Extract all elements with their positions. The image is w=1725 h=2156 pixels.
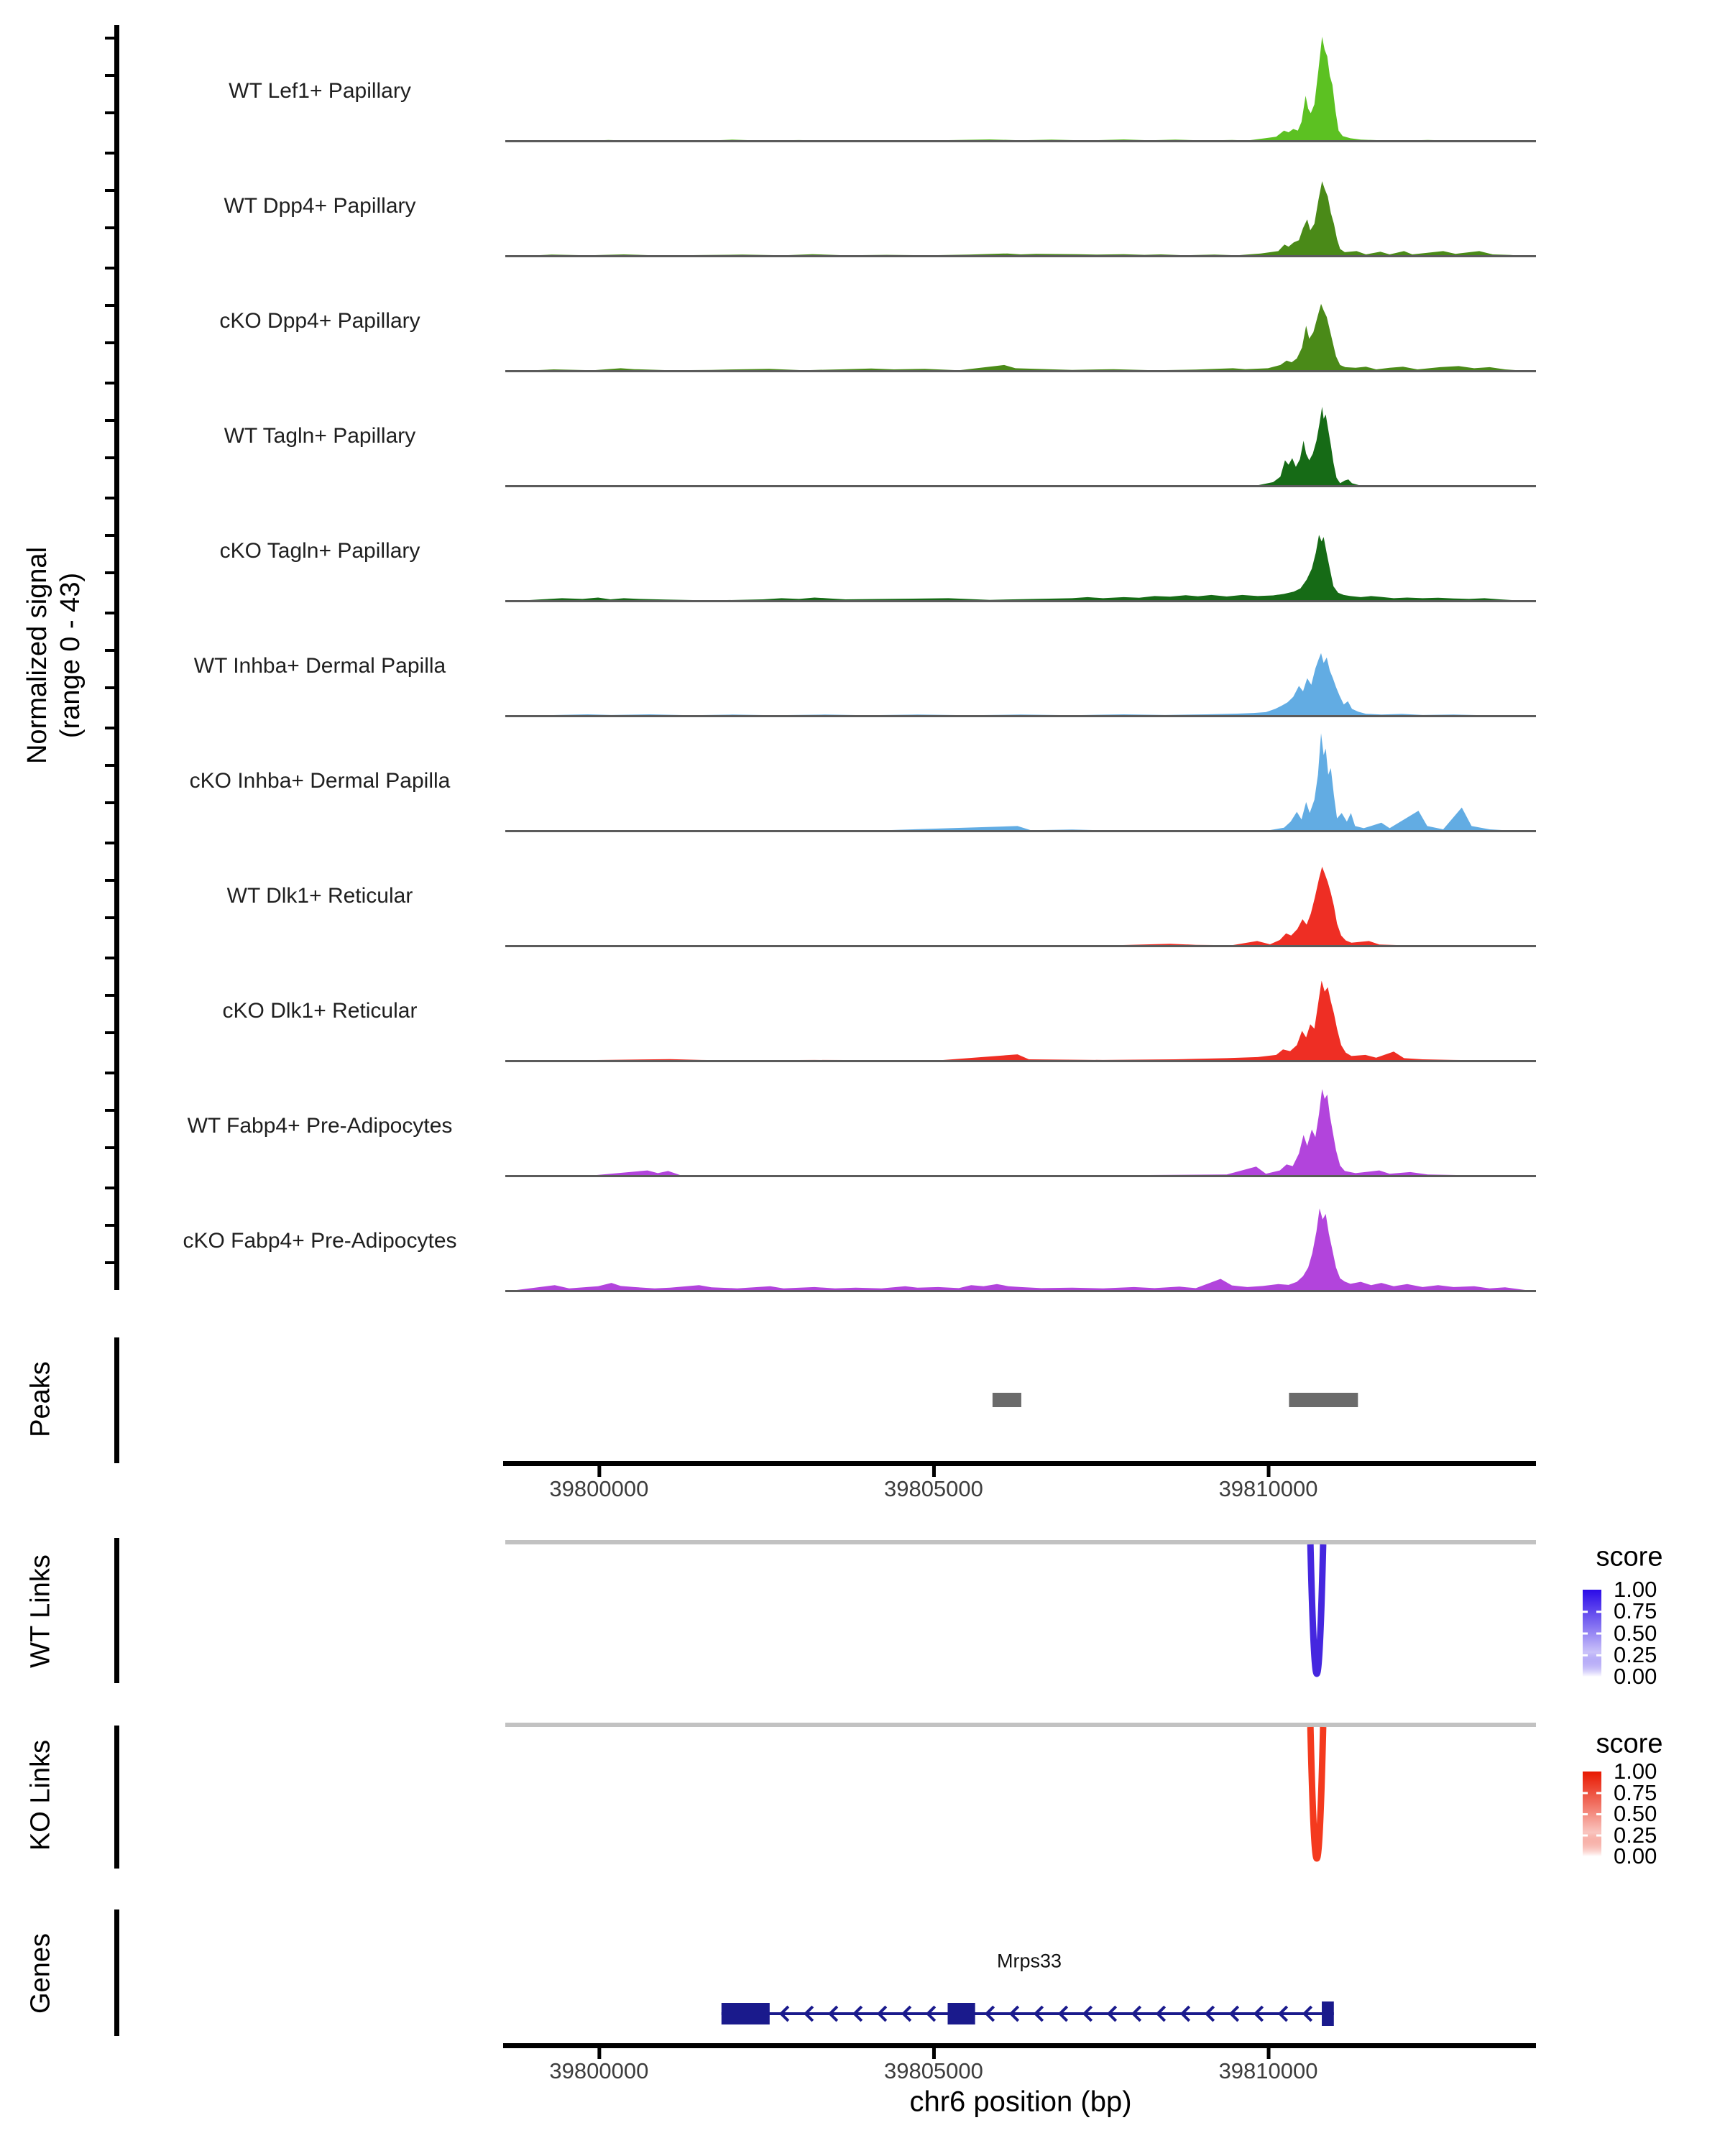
y-tick	[105, 649, 115, 652]
gene-name-label: Mrps33	[996, 1950, 1062, 1972]
y-tick	[105, 1187, 115, 1189]
peaks-panel-label: Peaks	[25, 1361, 56, 1437]
track-baseline-1	[505, 255, 1536, 257]
signal-area-2	[505, 304, 1536, 372]
wt-score-legend-value-label: 0.50	[1614, 1620, 1657, 1646]
peaks-axis-bar	[114, 1337, 119, 1463]
y-tick	[105, 37, 115, 40]
signal-axis-bar	[114, 25, 119, 1290]
gene-tss-bar	[1322, 2001, 1334, 2026]
ko-score-legend-value-label: 0.00	[1614, 1843, 1657, 1869]
x-tick	[932, 1466, 936, 1477]
ko-score-legend-value-label: 0.75	[1614, 1779, 1657, 1805]
wt-score-legend-value-label: 0.75	[1614, 1598, 1657, 1624]
y-tick	[105, 1031, 115, 1034]
signal-area-8	[505, 981, 1536, 1062]
track-baseline-6	[505, 830, 1536, 832]
wt-score-legend-bar-tick	[1596, 1654, 1601, 1657]
y-tick	[105, 1146, 115, 1149]
y-tick	[105, 111, 115, 114]
x-tick	[932, 2048, 936, 2059]
x-tick	[597, 2048, 601, 2059]
y-tick	[105, 764, 115, 767]
y-tick	[105, 994, 115, 997]
y-tick	[105, 1109, 115, 1112]
wt-links-axis-bar	[114, 1538, 119, 1683]
y-tick	[105, 571, 115, 574]
wt-score-legend-title: score	[1596, 1542, 1663, 1572]
y-tick	[105, 152, 115, 155]
y-tick	[105, 382, 115, 384]
genes-panel-label: Genes	[25, 1933, 56, 2014]
ko-score-legend-title: score	[1596, 1728, 1663, 1759]
ko-links-baseline	[505, 1723, 1536, 1727]
signal-area-0	[505, 37, 1536, 142]
signal-axis-label-line2: (range 0 - 43)	[55, 572, 86, 739]
y-tick	[105, 74, 115, 77]
wt-score-legend-bar-tick	[1583, 1654, 1588, 1657]
wt-score-legend-bar-tick	[1596, 1633, 1601, 1635]
track-label-10: cKO Fabp4+ Pre-Adipocytes	[183, 1229, 457, 1253]
track-baseline-7	[505, 945, 1536, 947]
signal-area-7	[505, 867, 1536, 946]
signal-area-4	[505, 535, 1536, 602]
y-tick	[105, 916, 115, 919]
wt-links-baseline	[505, 1540, 1536, 1544]
gene-exon-0	[722, 2003, 770, 2024]
y-tick	[105, 842, 115, 844]
y-tick	[105, 419, 115, 422]
track-baseline-9	[505, 1175, 1536, 1177]
x-axis-top	[503, 1461, 1536, 1466]
track-label-5: WT Inhba+ Dermal Papilla	[193, 654, 446, 678]
y-tick	[105, 456, 115, 459]
x-axis-title: chr6 position (bp)	[909, 2086, 1132, 2118]
ko-links-panel-label: KO Links	[25, 1739, 56, 1851]
signal-axis-label	[21, 547, 87, 764]
ko-score-legend-bar-tick	[1583, 1792, 1588, 1795]
track-label-7: WT Dlk1+ Reticular	[226, 884, 413, 908]
y-tick	[105, 879, 115, 882]
wt-score-legend-value-label: 1.00	[1614, 1577, 1657, 1602]
wt-score-legend-bar-tick	[1583, 1633, 1588, 1635]
x-tick-label-top-2: 39810000	[1218, 1476, 1318, 1501]
track-baseline-8	[505, 1060, 1536, 1062]
ko-score-legend-bar-tick	[1596, 1813, 1601, 1815]
x-axis-bottom	[503, 2043, 1536, 2048]
genes-axis-bar	[114, 1909, 119, 2036]
y-tick	[105, 534, 115, 537]
ko-score-legend-bar-tick	[1596, 1792, 1601, 1795]
signal-area-1	[505, 181, 1536, 257]
y-tick	[105, 727, 115, 729]
signal-area-10	[505, 1209, 1536, 1292]
y-tick	[105, 1224, 115, 1227]
x-tick	[597, 1466, 601, 1477]
peak-region-1	[1289, 1393, 1358, 1407]
track-label-6: cKO Inhba+ Dermal Papilla	[189, 769, 451, 793]
signal-axis-label-line1: Normalized signal	[22, 546, 52, 765]
peak-region-0	[993, 1393, 1021, 1407]
y-tick	[105, 267, 115, 270]
track-baseline-10	[505, 1290, 1536, 1292]
y-tick	[105, 1261, 115, 1264]
x-tick	[1267, 1466, 1271, 1477]
wt-score-legend-value-label: 0.00	[1614, 1664, 1657, 1689]
track-baseline-2	[505, 370, 1536, 372]
ko-links-axis-bar	[114, 1726, 119, 1869]
ko-score-legend-value-label: 0.25	[1614, 1822, 1657, 1848]
track-baseline-5	[505, 715, 1536, 717]
y-tick	[105, 801, 115, 804]
track-label-3: WT Tagln+ Papillary	[224, 424, 416, 448]
track-label-0: WT Lef1+ Papillary	[229, 79, 411, 103]
x-tick-label-top-0: 39800000	[549, 1476, 649, 1501]
ko-links-arc	[1310, 1727, 1323, 1858]
track-baseline-4	[505, 600, 1536, 602]
x-tick-label-bottom-2: 39810000	[1218, 2058, 1318, 2083]
track-label-2: cKO Dpp4+ Papillary	[219, 309, 420, 333]
y-tick	[105, 304, 115, 307]
x-tick-label-top-1: 39805000	[883, 1476, 983, 1501]
wt-links-arc	[1310, 1544, 1323, 1674]
y-tick	[105, 189, 115, 192]
ko-score-legend-bar-tick	[1583, 1835, 1588, 1837]
track-label-9: WT Fabp4+ Pre-Adipocytes	[187, 1114, 453, 1138]
track-label-4: cKO Tagln+ Papillary	[219, 539, 420, 563]
y-tick	[105, 1072, 115, 1074]
ko-score-legend-value-label: 1.00	[1614, 1759, 1657, 1784]
y-tick	[105, 341, 115, 344]
signal-area-6	[505, 733, 1536, 831]
gene-body-line	[722, 2012, 1334, 2015]
x-tick	[1267, 2048, 1271, 2059]
ko-score-legend-bar-tick	[1596, 1835, 1601, 1837]
y-tick	[105, 226, 115, 229]
x-tick-label-bottom-0: 39800000	[549, 2058, 649, 2083]
track-label-8: cKO Dlk1+ Reticular	[222, 999, 418, 1023]
track-baseline-0	[505, 140, 1536, 142]
ko-score-legend-bar-tick	[1583, 1813, 1588, 1815]
signal-area-3	[505, 407, 1536, 487]
signal-area-9	[505, 1089, 1536, 1176]
y-tick	[105, 497, 115, 499]
wt-score-legend-value-label: 0.25	[1614, 1641, 1657, 1667]
wt-score-legend-bar-tick	[1596, 1611, 1601, 1613]
y-tick	[105, 957, 115, 959]
y-tick	[105, 612, 115, 614]
signal-area-5	[505, 653, 1536, 717]
y-tick	[105, 686, 115, 689]
wt-links-panel-label: WT Links	[25, 1554, 56, 1668]
track-label-1: WT Dpp4+ Papillary	[224, 194, 416, 218]
track-baseline-3	[505, 485, 1536, 487]
gene-exon-1	[948, 2003, 975, 2024]
ko-score-legend-value-label: 0.50	[1614, 1801, 1657, 1826]
x-tick-label-bottom-1: 39805000	[883, 2058, 983, 2083]
wt-score-legend-bar-tick	[1583, 1611, 1588, 1613]
